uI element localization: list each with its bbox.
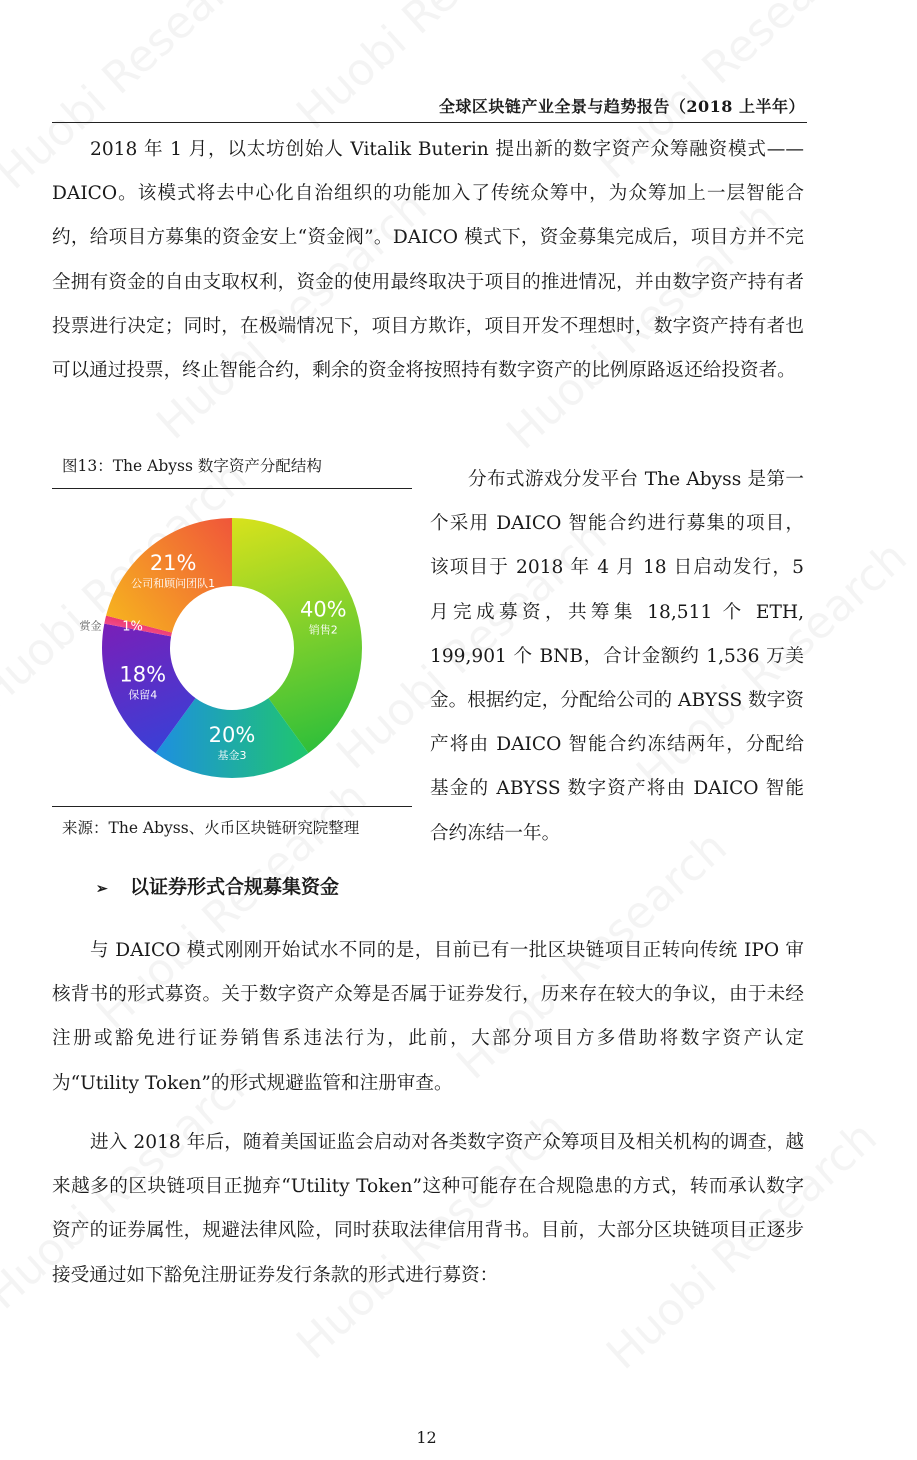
- slice-name-label: 销售2: [308, 623, 338, 637]
- paragraph-abyss: 分布式游戏分发平台 The Abyss 是第一个采用 DAICO 智能合约进行募集的项目，该项目于 2018 年 4 月 18 日启动发行，5 月完成募资，共筹集 18,511 个 ETH, 199,901 个 BNB，合计金额约 1,536 万美金。根据约定，分配给公司的 ABYSS 数字资产将由 DAICO 智能合约冻结两年，分配给基金的 ABYSS 数字资产将由 DAICO 智能合约冻结一年。: [430, 469, 804, 844]
- page-number: 12: [416, 1428, 437, 1447]
- figure-caption: 图13：The Abyss 数字资产分配结构: [62, 457, 322, 475]
- slice-value-label: 1%: [122, 619, 143, 635]
- paragraph-daico: 2018 年 1 月，以太坊创始人 Vitalik Buterin 提出新的数字资产众筹融资模式——DAICO。该模式将去中心化自治组织的功能加入了传统众筹中，为众筹加上一层智能合约，给项目方募集的资金安上“资金阀”。DAICO 模式下，资金募集完成后，项目方并不完全拥有资金的自由支取权利，资金的使用最终取决于项目的推进情况，并由数字资产持有者投票进行决定；同时，在极端情况下，项目方欺诈，项目开发不理想时，数字资产持有者也可以通过投票，终止智能合约，剩余的资金将按照持有数字资产的比例原路返还给投资者。: [52, 139, 804, 382]
- page-header: [52, 92, 807, 123]
- report-title: 全球区块链产业全景与趋势报告（2018 上半年）: [438, 97, 805, 116]
- figure-abyss-allocation: [52, 448, 412, 848]
- slice-name-label: 公司和顾问团队1: [131, 577, 216, 591]
- figure-top-rule: [52, 488, 412, 489]
- slice-name-label: 保留4: [128, 688, 158, 702]
- slice-value-label: 21%: [149, 551, 197, 576]
- arrow-bullet-icon: ➢: [96, 881, 108, 897]
- section-heading-text: 以证券形式合规募集资金: [130, 876, 340, 898]
- slice-value-label: 40%: [299, 597, 347, 622]
- paragraph-ipo: 与 DAICO 模式刚刚开始试水不同的是，目前已有一批区块链项目正转向传统 IPO 审核背书的形式募资。关于数字资产众筹是否属于证券发行，历来存在较大的争议，由于未经注册或豁免进行证券销售系违法行为，此前，大部分项目方多借助将数字资产认定为“Utility Token”的形式规避监管和注册审查。: [52, 940, 804, 1094]
- slice-value-label: 18%: [119, 662, 167, 687]
- slice-value-label: 20%: [208, 723, 256, 747]
- figure-source: 来源：The Abyss、火币区块链研究院整理: [62, 819, 360, 837]
- slice-name-label: 基金3: [217, 749, 247, 762]
- figure-bottom-rule: [52, 806, 412, 807]
- donut-chart: [79, 514, 366, 782]
- paragraph-sec: 进入 2018 年后，随着美国证监会启动对各类数字资产众筹项目及相关机构的调查，越来越多的区块链项目正抛弃“Utility Token”这种可能存在合规隐患的方式，转而承认数字资产的证券属性，规避法律风险，同时获取法律信用背书。目前，大部分区块链项目正逐步接受通过如下豁免注册证券发行条款的形式进行募资：: [52, 1132, 804, 1286]
- slice-name-label: 赏金: [79, 619, 102, 633]
- section-heading: [96, 872, 339, 899]
- slice-4: [106, 518, 232, 633]
